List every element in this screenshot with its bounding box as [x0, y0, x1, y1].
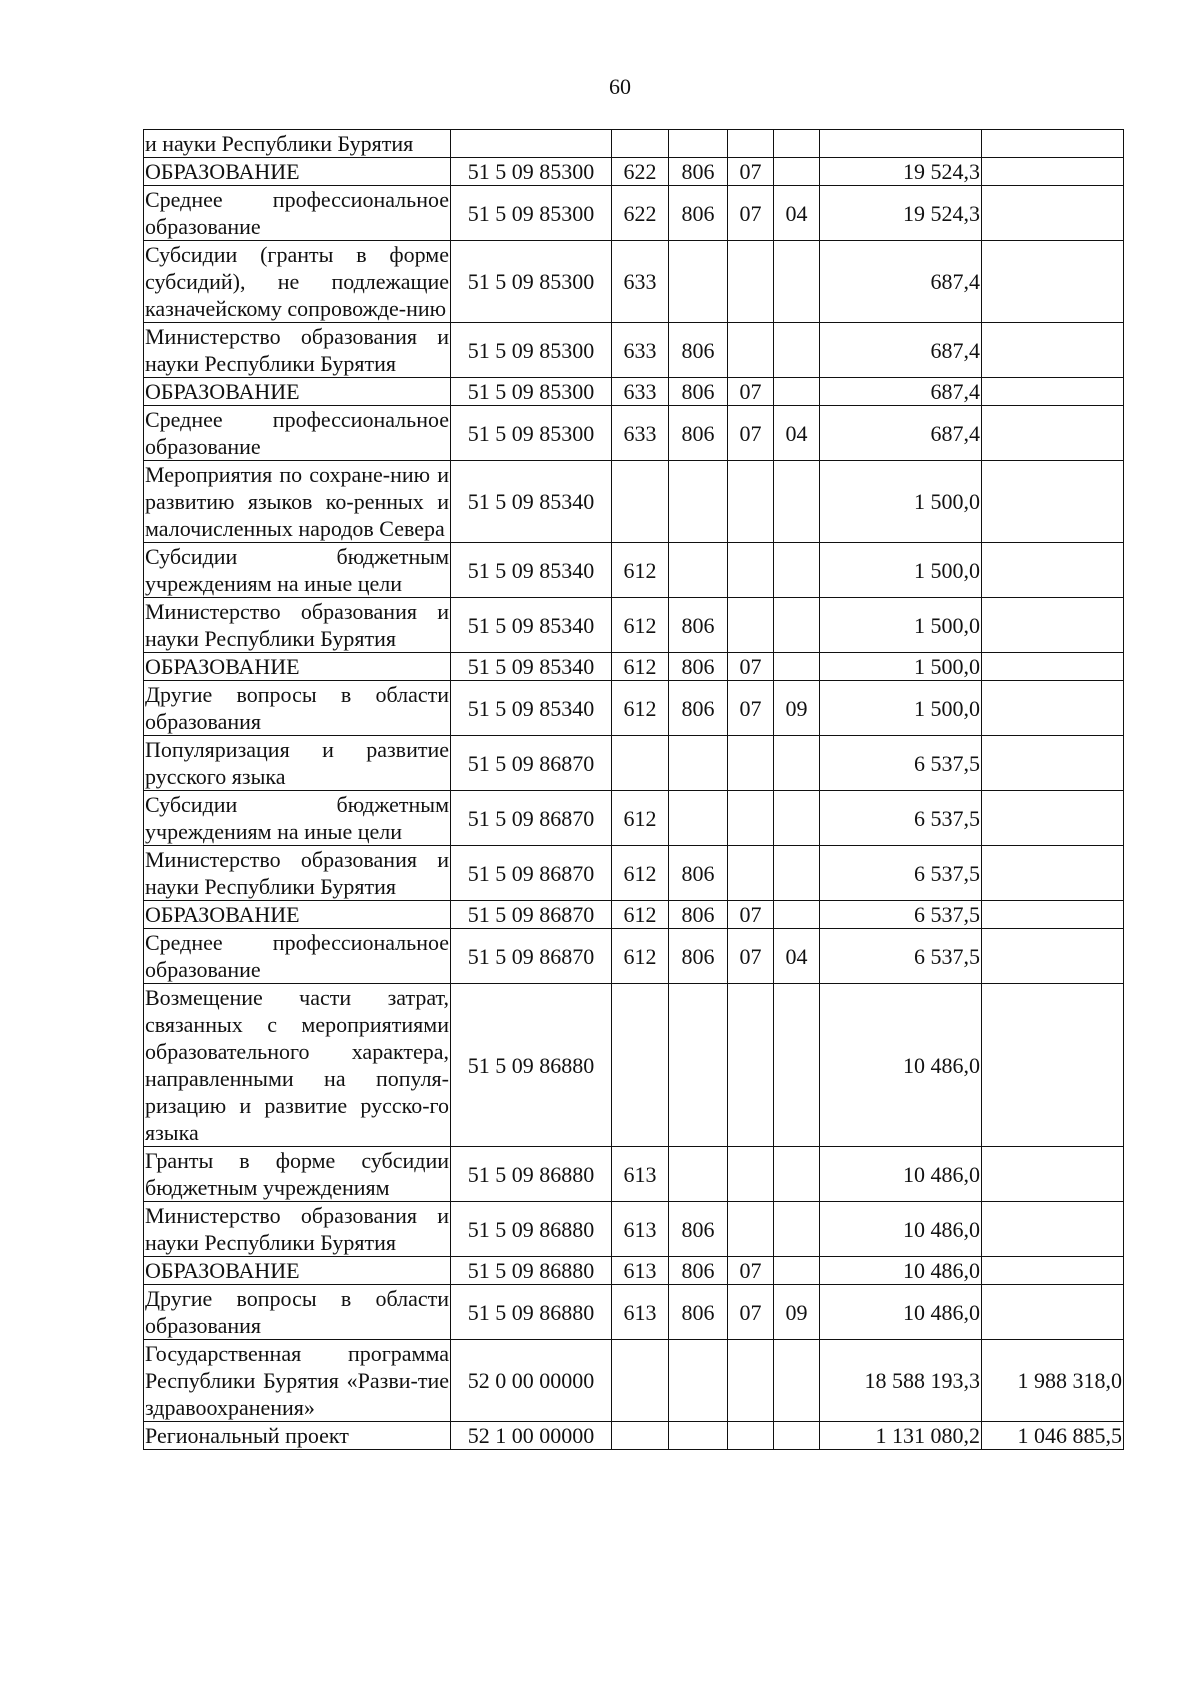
cell-subsection — [774, 1257, 820, 1285]
cell-amount: 10 486,0 — [820, 1285, 982, 1340]
cell-section: 07 — [728, 378, 774, 406]
cell-admin-code: 806 — [669, 598, 728, 653]
cell-amount: 6 537,5 — [820, 846, 982, 901]
cell-amount-federal — [982, 1257, 1124, 1285]
cell-expense-type — [612, 130, 669, 158]
cell-section: 07 — [728, 1285, 774, 1340]
cell-amount-federal — [982, 598, 1124, 653]
cell-amount-federal — [982, 158, 1124, 186]
cell-amount: 687,4 — [820, 378, 982, 406]
cell-amount: 1 131 080,2 — [820, 1422, 982, 1450]
cell-amount-federal — [982, 901, 1124, 929]
cell-amount: 1 500,0 — [820, 653, 982, 681]
cell-amount-federal — [982, 241, 1124, 323]
cell-amount: 687,4 — [820, 323, 982, 378]
cell-subsection: 04 — [774, 186, 820, 241]
cell-amount: 1 500,0 — [820, 681, 982, 736]
cell-admin-code: 806 — [669, 323, 728, 378]
cell-target-code: 51 5 09 85340 — [451, 653, 612, 681]
cell-admin-code: 806 — [669, 681, 728, 736]
table-row — [144, 241, 1124, 323]
cell-name: ОБРАЗОВАНИЕ — [144, 158, 451, 186]
table-row — [144, 1202, 1124, 1257]
cell-target-code: 51 5 09 86870 — [451, 901, 612, 929]
cell-expense-type — [612, 736, 669, 791]
cell-amount: 10 486,0 — [820, 1202, 982, 1257]
table-row — [144, 186, 1124, 241]
cell-subsection — [774, 791, 820, 846]
cell-amount: 6 537,5 — [820, 929, 982, 984]
table-row — [144, 158, 1124, 186]
cell-subsection: 09 — [774, 1285, 820, 1340]
cell-section: 07 — [728, 186, 774, 241]
cell-admin-code: 806 — [669, 929, 728, 984]
cell-name: Министерство образования и науки Республики Бурятия — [145, 847, 449, 899]
cell-admin-code: 806 — [669, 846, 728, 901]
cell-section: 07 — [728, 653, 774, 681]
cell-amount-federal — [982, 929, 1124, 984]
cell-amount-federal — [982, 736, 1124, 791]
cell-name: Мероприятия по сохране-нию и развитию языков ко-ренных и малочисленных народов Севера — [145, 462, 449, 541]
table-row — [144, 929, 1124, 984]
cell-subsection — [774, 1422, 820, 1450]
cell-section — [728, 241, 774, 323]
cell-amount-federal — [982, 1147, 1124, 1202]
cell-section: 07 — [728, 1257, 774, 1285]
table-row — [144, 1147, 1124, 1202]
cell-amount: 10 486,0 — [820, 1147, 982, 1202]
cell-target-code: 51 5 09 86880 — [451, 1257, 612, 1285]
cell-section — [728, 1422, 774, 1450]
cell-name: Субсидии (гранты в форме субсидий), не подлежащие казначейскому сопровожде-нию — [145, 242, 449, 321]
cell-amount-federal: 1 046 885,5 — [982, 1422, 1124, 1450]
cell-section — [728, 130, 774, 158]
cell-expense-type: 633 — [612, 323, 669, 378]
cell-admin-code — [669, 543, 728, 598]
cell-target-code: 51 5 09 86870 — [451, 929, 612, 984]
cell-subsection — [774, 378, 820, 406]
cell-name: Министерство образования и науки Республики Бурятия — [145, 1203, 449, 1255]
table-row — [144, 901, 1124, 929]
cell-name: Субсидии бюджетным учреждениям на иные цели — [145, 544, 449, 596]
cell-expense-type: 612 — [612, 929, 669, 984]
cell-name: Субсидии бюджетным учреждениям на иные цели — [145, 792, 449, 844]
cell-expense-type — [612, 461, 669, 543]
table-row — [144, 681, 1124, 736]
cell-expense-type: 613 — [612, 1147, 669, 1202]
cell-admin-code — [669, 1422, 728, 1450]
cell-expense-type — [612, 1422, 669, 1450]
cell-expense-type: 612 — [612, 681, 669, 736]
table-row — [144, 406, 1124, 461]
cell-expense-type: 612 — [612, 846, 669, 901]
table-row — [144, 1285, 1124, 1340]
cell-subsection — [774, 241, 820, 323]
cell-admin-code — [669, 984, 728, 1147]
cell-expense-type: 612 — [612, 901, 669, 929]
cell-admin-code: 806 — [669, 158, 728, 186]
cell-name: ОБРАЗОВАНИЕ — [144, 1257, 451, 1285]
cell-section — [728, 323, 774, 378]
cell-section — [728, 1202, 774, 1257]
cell-section — [728, 461, 774, 543]
cell-section — [728, 984, 774, 1147]
cell-amount: 10 486,0 — [820, 984, 982, 1147]
cell-subsection: 04 — [774, 406, 820, 461]
cell-amount — [820, 130, 982, 158]
cell-admin-code — [669, 461, 728, 543]
table-row — [144, 984, 1124, 1147]
cell-amount-federal — [982, 846, 1124, 901]
cell-amount-federal: 1 988 318,0 — [982, 1340, 1124, 1422]
cell-amount-federal — [982, 984, 1124, 1147]
cell-admin-code: 806 — [669, 406, 728, 461]
table-row — [144, 846, 1124, 901]
cell-amount: 10 486,0 — [820, 1257, 982, 1285]
cell-admin-code: 806 — [669, 186, 728, 241]
cell-admin-code — [669, 791, 728, 846]
table-row — [144, 323, 1124, 378]
table-row — [144, 736, 1124, 791]
cell-amount: 6 537,5 — [820, 791, 982, 846]
table-row — [144, 598, 1124, 653]
cell-name: Региональный проект — [144, 1422, 451, 1450]
cell-admin-code: 806 — [669, 378, 728, 406]
cell-target-code: 52 1 00 00000 — [451, 1422, 612, 1450]
cell-name: Среднее профессиональное образование — [145, 407, 449, 459]
cell-section: 07 — [728, 681, 774, 736]
table-body — [144, 130, 1124, 1450]
cell-amount: 1 500,0 — [820, 543, 982, 598]
cell-subsection: 09 — [774, 681, 820, 736]
cell-target-code: 51 5 09 85340 — [451, 681, 612, 736]
cell-expense-type: 613 — [612, 1202, 669, 1257]
cell-amount-federal — [982, 653, 1124, 681]
cell-target-code: 51 5 09 86880 — [451, 1202, 612, 1257]
cell-subsection — [774, 130, 820, 158]
cell-expense-type: 613 — [612, 1257, 669, 1285]
cell-expense-type: 613 — [612, 1285, 669, 1340]
cell-subsection — [774, 736, 820, 791]
cell-section — [728, 1340, 774, 1422]
budget-table — [143, 129, 1124, 1450]
table-row — [144, 1422, 1124, 1450]
cell-admin-code — [669, 1340, 728, 1422]
cell-section — [728, 736, 774, 791]
cell-subsection — [774, 1147, 820, 1202]
cell-subsection — [774, 323, 820, 378]
cell-name: и науки Республики Бурятия — [144, 130, 451, 158]
cell-target-code: 51 5 09 86870 — [451, 736, 612, 791]
cell-expense-type: 622 — [612, 186, 669, 241]
cell-amount-federal — [982, 1285, 1124, 1340]
cell-section — [728, 846, 774, 901]
cell-section — [728, 543, 774, 598]
cell-subsection — [774, 543, 820, 598]
cell-admin-code — [669, 130, 728, 158]
cell-amount: 18 588 193,3 — [820, 1340, 982, 1422]
table-row — [144, 461, 1124, 543]
cell-target-code: 51 5 09 86870 — [451, 791, 612, 846]
cell-expense-type: 622 — [612, 158, 669, 186]
cell-amount-federal — [982, 406, 1124, 461]
cell-expense-type: 612 — [612, 543, 669, 598]
cell-subsection — [774, 1340, 820, 1422]
cell-name: Популяризация и развитие русского языка — [145, 737, 449, 789]
cell-expense-type: 612 — [612, 598, 669, 653]
cell-amount-federal — [982, 130, 1124, 158]
cell-name: Гранты в форме субсидии бюджетным учреждениям — [145, 1148, 449, 1200]
cell-target-code: 51 5 09 86880 — [451, 1285, 612, 1340]
cell-expense-type: 612 — [612, 791, 669, 846]
cell-amount-federal — [982, 461, 1124, 543]
table-row — [144, 1340, 1124, 1422]
cell-section — [728, 598, 774, 653]
cell-name: Министерство образования и науки Республики Бурятия — [145, 324, 449, 376]
cell-amount-federal — [982, 791, 1124, 846]
table-row — [144, 543, 1124, 598]
cell-amount-federal — [982, 1202, 1124, 1257]
cell-section — [728, 1147, 774, 1202]
cell-section: 07 — [728, 406, 774, 461]
table-row — [144, 1257, 1124, 1285]
cell-name: ОБРАЗОВАНИЕ — [144, 378, 451, 406]
cell-expense-type — [612, 1340, 669, 1422]
cell-admin-code: 806 — [669, 1202, 728, 1257]
cell-subsection: 04 — [774, 929, 820, 984]
cell-section — [728, 791, 774, 846]
cell-name: ОБРАЗОВАНИЕ — [144, 653, 451, 681]
cell-expense-type — [612, 984, 669, 1147]
cell-subsection — [774, 653, 820, 681]
cell-name: Другие вопросы в области образования — [145, 682, 449, 734]
cell-amount-federal — [982, 323, 1124, 378]
cell-name: Государственная программа Республики Бурятия «Разви-тие здравоохранения» — [145, 1341, 449, 1420]
cell-expense-type: 633 — [612, 241, 669, 323]
cell-name: Среднее профессиональное образование — [145, 187, 449, 239]
cell-amount: 1 500,0 — [820, 461, 982, 543]
table-row — [144, 378, 1124, 406]
cell-target-code: 51 5 09 85300 — [451, 406, 612, 461]
cell-amount: 19 524,3 — [820, 186, 982, 241]
cell-subsection — [774, 598, 820, 653]
cell-amount: 6 537,5 — [820, 736, 982, 791]
cell-amount-federal — [982, 378, 1124, 406]
cell-admin-code — [669, 736, 728, 791]
cell-name: Министерство образования и науки Республики Бурятия — [145, 599, 449, 651]
cell-name: Среднее профессиональное образование — [145, 930, 449, 982]
cell-subsection — [774, 984, 820, 1147]
cell-name: Другие вопросы в области образования — [145, 1286, 449, 1338]
cell-target-code: 51 5 09 85300 — [451, 186, 612, 241]
cell-target-code: 51 5 09 85340 — [451, 461, 612, 543]
cell-subsection — [774, 461, 820, 543]
table-row — [144, 130, 1124, 158]
cell-expense-type: 633 — [612, 378, 669, 406]
cell-name: Возмещение части затрат, связанных с мероприятиями образовательного характера, направленными на популя-ризацию и развитие русско-го языка — [145, 985, 449, 1145]
cell-amount: 1 500,0 — [820, 598, 982, 653]
cell-target-code: 51 5 09 85300 — [451, 378, 612, 406]
cell-target-code: 51 5 09 85300 — [451, 158, 612, 186]
cell-subsection — [774, 158, 820, 186]
cell-amount-federal — [982, 186, 1124, 241]
cell-expense-type: 612 — [612, 653, 669, 681]
cell-amount-federal — [982, 543, 1124, 598]
cell-name: ОБРАЗОВАНИЕ — [144, 901, 451, 929]
table-row — [144, 791, 1124, 846]
cell-subsection — [774, 846, 820, 901]
cell-amount-federal — [982, 681, 1124, 736]
cell-target-code: 51 5 09 85300 — [451, 241, 612, 323]
cell-subsection — [774, 901, 820, 929]
cell-admin-code — [669, 1147, 728, 1202]
cell-target-code: 51 5 09 86880 — [451, 984, 612, 1147]
cell-amount: 6 537,5 — [820, 901, 982, 929]
cell-amount: 19 524,3 — [820, 158, 982, 186]
cell-admin-code — [669, 241, 728, 323]
cell-admin-code: 806 — [669, 1257, 728, 1285]
cell-section: 07 — [728, 901, 774, 929]
cell-admin-code: 806 — [669, 901, 728, 929]
cell-section: 07 — [728, 929, 774, 984]
cell-target-code — [451, 130, 612, 158]
cell-target-code: 51 5 09 85340 — [451, 543, 612, 598]
cell-target-code: 52 0 00 00000 — [451, 1340, 612, 1422]
cell-target-code: 51 5 09 85300 — [451, 323, 612, 378]
cell-admin-code: 806 — [669, 653, 728, 681]
cell-amount: 687,4 — [820, 241, 982, 323]
cell-admin-code: 806 — [669, 1285, 728, 1340]
table-row — [144, 653, 1124, 681]
cell-amount: 687,4 — [820, 406, 982, 461]
cell-section: 07 — [728, 158, 774, 186]
cell-subsection — [774, 1202, 820, 1257]
cell-target-code: 51 5 09 85340 — [451, 598, 612, 653]
cell-target-code: 51 5 09 86880 — [451, 1147, 612, 1202]
page-number: 60 — [609, 74, 631, 99]
cell-expense-type: 633 — [612, 406, 669, 461]
cell-target-code: 51 5 09 86870 — [451, 846, 612, 901]
